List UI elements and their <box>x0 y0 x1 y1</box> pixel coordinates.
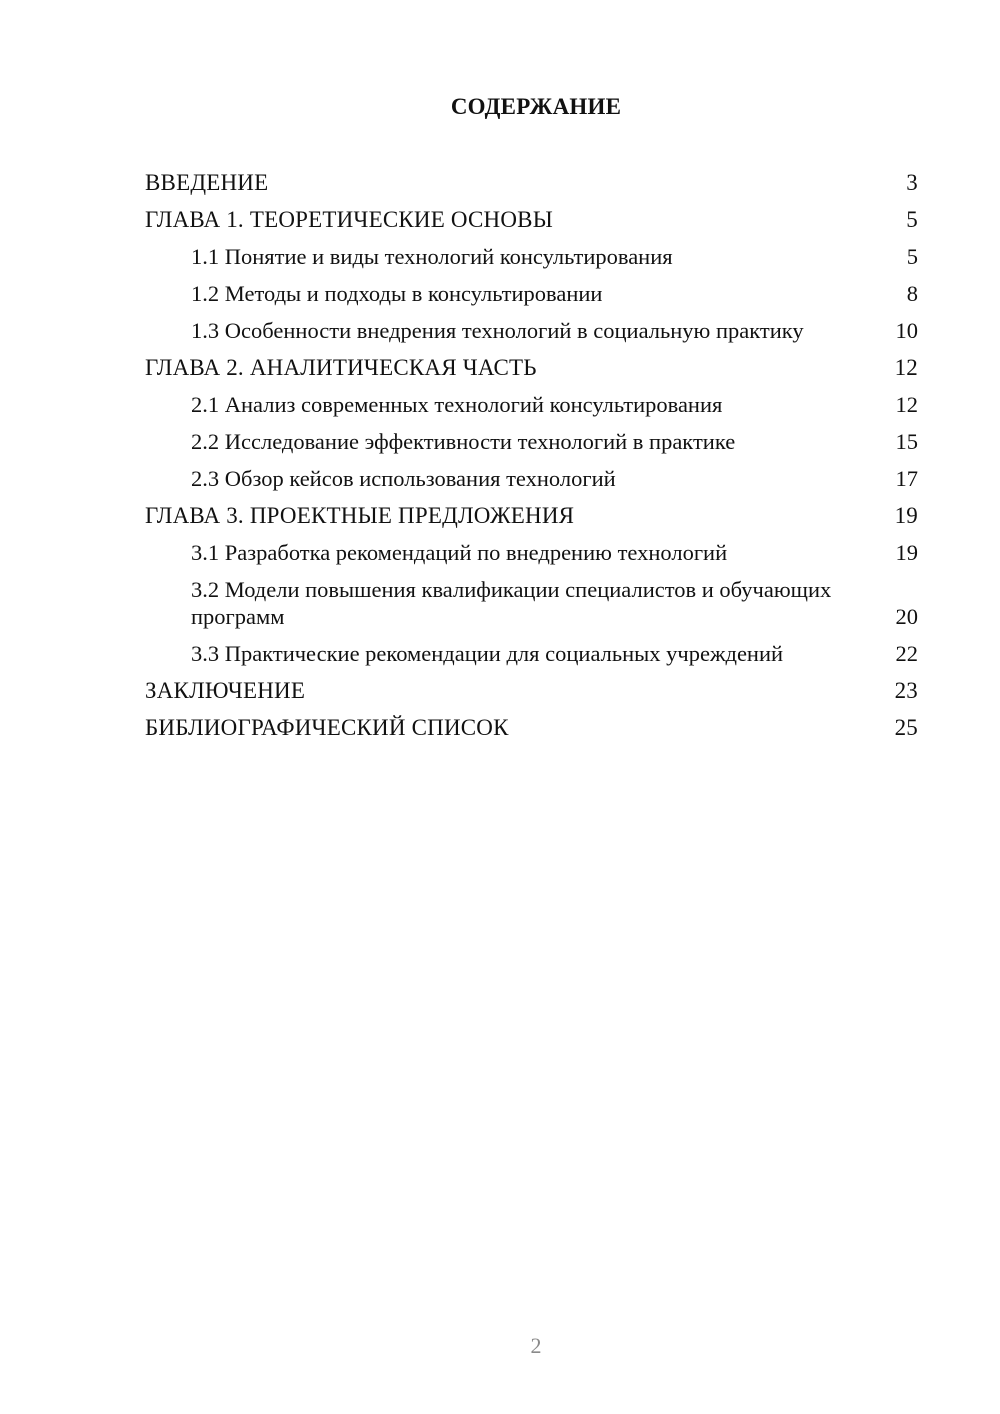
page-number: 2 <box>530 1333 542 1358</box>
toc-entry-label: 3.2 Модели повышения квалификации специалистов и обучающих программ <box>191 577 832 629</box>
toc-entry-label: ВВЕДЕНИЕ <box>145 170 269 195</box>
toc-chapter-entry <box>145 714 918 741</box>
toc-section-entry <box>145 391 918 418</box>
toc-entry-label: 1.3 Особенности внедрения технологий в социальную практику <box>191 318 804 343</box>
toc-entry-page: 22 <box>895 641 918 666</box>
toc-entry-page: 19 <box>895 540 918 565</box>
toc-entry-page: 23 <box>894 678 918 703</box>
toc-entry-label: 2.1 Анализ современных технологий консультирования <box>191 392 723 417</box>
toc-entry-page: 12 <box>895 392 918 417</box>
toc-entry-page: 5 <box>906 207 918 232</box>
toc-chapter-entry <box>145 677 918 704</box>
toc-entry-label: 1.2 Методы и подходы в консультировании <box>191 281 603 306</box>
toc-entry-page: 5 <box>906 244 918 269</box>
toc-entry-page: 20 <box>895 604 918 629</box>
toc-chapter-entry <box>145 206 918 233</box>
toc-section-entry <box>145 243 918 270</box>
toc-entry-label: 2.2 Исследование эффективности технологий в практике <box>191 429 736 454</box>
toc-entry-label: 3.1 Разработка рекомендаций по внедрению технологий <box>191 540 728 565</box>
toc-section-entry <box>145 280 918 307</box>
toc-entry-label: ЗАКЛЮЧЕНИЕ <box>145 678 306 703</box>
toc-entry-label: ГЛАВА 1. ТЕОРЕТИЧЕСКИЕ ОСНОВЫ <box>145 207 553 232</box>
toc-entry-label: БИБЛИОГРАФИЧЕСКИЙ СПИСОК <box>145 715 509 740</box>
toc-section-entry <box>145 576 918 630</box>
toc-section-entry <box>145 465 918 492</box>
toc-entry-page: 12 <box>894 355 918 380</box>
toc-chapter-entry <box>145 502 918 529</box>
toc-section-entry <box>145 428 918 455</box>
toc-entry-page: 15 <box>895 429 918 454</box>
toc-entry-page: 3 <box>906 170 918 195</box>
toc-entry-page: 10 <box>895 318 918 343</box>
toc-entry-label: ГЛАВА 2. АНАЛИТИЧЕСКАЯ ЧАСТЬ <box>145 355 537 380</box>
toc-section-entry <box>145 539 918 566</box>
toc-entry-label: 2.3 Обзор кейсов использования технологий <box>191 466 616 491</box>
toc-entry-label: ГЛАВА 3. ПРОЕКТНЫЕ ПРЕДЛОЖЕНИЯ <box>145 503 575 528</box>
toc-entry-label: 3.3 Практические рекомендации для социальных учреждений <box>191 641 784 666</box>
toc-entry-page: 8 <box>906 281 918 306</box>
toc-title: СОДЕРЖАНИЕ <box>450 94 622 119</box>
toc-entry-page: 19 <box>894 503 918 528</box>
toc-section-entry <box>145 640 918 667</box>
toc-entry-label: 1.1 Понятие и виды технологий консультирования <box>191 244 673 269</box>
toc-entry-page: 25 <box>894 715 918 740</box>
toc-chapter-entry <box>145 169 918 196</box>
toc-chapter-entry <box>145 354 918 381</box>
table-of-contents <box>145 169 918 751</box>
toc-entry-page: 17 <box>895 466 918 491</box>
toc-section-entry <box>145 317 918 344</box>
